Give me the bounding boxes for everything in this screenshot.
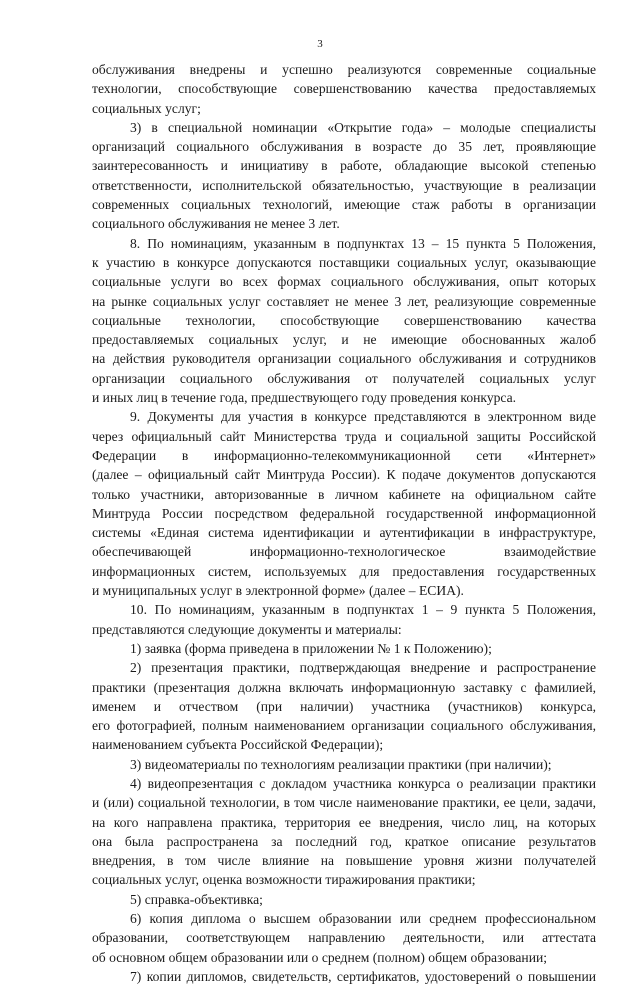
text-line: к участию в конкурсе допускаются поставщики социальных услуг, оказывающие — [92, 254, 596, 270]
text-line: заинтересованность и инициативу в работе, обладающие высокой степенью — [92, 158, 596, 174]
text-line: внедрения, в том числе влияние на повышение уровня жизни получателей — [92, 853, 596, 869]
text-line: социальных услуг, оценка возможности тиражирования практики; — [92, 872, 476, 888]
text-line: ответственности, исполнительской обязательностью, участвующие в реализации — [92, 177, 596, 193]
text-line: организаций социального обслуживания в возрасте до 35 лет, проявляющие — [92, 139, 596, 155]
text-line: на кого направлена практика, территория ее внедрения, число лиц, на которых — [92, 814, 596, 830]
text-line: практики (презентация должна включать информационную заставку с фамилией, — [92, 679, 596, 695]
text-line: социальные услуги во всех формах социального обслуживания, опыт которых — [92, 274, 596, 290]
text-line: его фотографией, полным наименованием организации социального обслуживания, — [92, 718, 596, 734]
text-line: 4) видеопрезентация с докладом участника конкурса о реализации практики — [130, 775, 596, 791]
text-line: предоставляемых социальных услуг, и не имеющие обоснованных жалоб — [92, 332, 596, 348]
text-line: 8. По номинациям, указанным в подпунктах 13 – 15 пункта 5 Положения, — [130, 235, 596, 251]
document-body — [92, 60, 596, 986]
page-number: 3 — [317, 38, 323, 50]
text-line: на рынке социальных услуг составляет не менее 3 лет, реализующие современные — [92, 293, 596, 309]
text-line: Минтруда России посредством федеральной государственной информационной — [92, 505, 596, 521]
text-line: об основном общем образовании или о среднем (полном) общем образовании; — [92, 949, 548, 965]
text-line: организации социального обслуживания от получателей социальных услуг — [92, 370, 596, 386]
text-line: 3) в специальной номинации «Открытие года» – молодые специалисты — [130, 119, 596, 135]
text-line: и иных лиц в течение года, предшествующего году проведения конкурса. — [92, 390, 517, 406]
text-line: именем и отчеством (при наличии) участника (участников) конкурса, — [92, 698, 596, 714]
text-line: (далее – официальный сайт Минтруда России). К подаче документов допускаются — [92, 467, 596, 483]
text-line: только участники, авторизованные в личном кабинете на официальном сайте — [92, 486, 596, 502]
text-line: 3) видеоматериалы по технологиям реализации практики (при наличии); — [130, 756, 552, 772]
text-line: социального обслуживания не менее 3 лет. — [92, 216, 340, 232]
text-line: на действия руководителя организации социального обслуживания и сотрудников — [92, 351, 596, 367]
text-line: наименованием субъекта Российской Федерации); — [92, 737, 384, 753]
text-line: и муниципальных услуг в электронной форме» (далее – ЕСИА). — [92, 583, 464, 599]
text-line: 6) копия диплома о высшем образовании или среднем профессиональном — [130, 911, 596, 927]
text-line: представляются следующие документы и материалы: — [92, 621, 402, 637]
text-line: Федерации в информационно-телекоммуникационной сети «Интернет» — [92, 447, 596, 463]
text-line: 9. Документы для участия в конкурсе представляются в электронном виде — [130, 409, 596, 425]
text-line: 1) заявка (форма приведена в приложении № 1 к Положению); — [130, 640, 492, 656]
text-line: она была распространена за последний год, краткое описание результатов — [92, 833, 596, 849]
text-line: социальных услуг; — [92, 100, 201, 116]
text-line: современных социальных технологий, имеющие стаж работы в организации — [92, 197, 596, 213]
text-line: 2) презентация практики, подтверждающая внедрение и распространение — [130, 660, 596, 676]
text-line: через официальный сайт Министерства труда и социальной защиты Российской — [92, 428, 596, 444]
text-line: технологии, способствующие совершенствованию качества предоставляемых — [92, 81, 596, 97]
text-line: социальные технологии, способствующие совершенствованию качества — [92, 312, 596, 328]
text-line: 5) справка-объективка; — [130, 891, 263, 907]
text-line: 7) копии дипломов, свидетельств, сертификатов, удостоверений о повышении — [130, 968, 596, 984]
text-line: обеспечивающей информационно-технологическое взаимодействие — [92, 544, 596, 560]
text-line: и (или) социальной технологии, в том числе наименование практики, ее цели, задачи, — [92, 795, 596, 811]
text-line: образовании, соответствующем направлению деятельности, или аттестата — [92, 930, 596, 946]
text-line: 10. По номинациям, указанным в подпунктах 1 – 9 пункта 5 Положения, — [130, 602, 596, 618]
text-line: системы «Единая система идентификации и аутентификации в инфраструктуре, — [92, 525, 596, 541]
text-line: информационных систем, используемых для предоставления государственных — [92, 563, 596, 579]
text-line: обслуживания внедрены и успешно реализуются современные социальные — [92, 62, 596, 77]
